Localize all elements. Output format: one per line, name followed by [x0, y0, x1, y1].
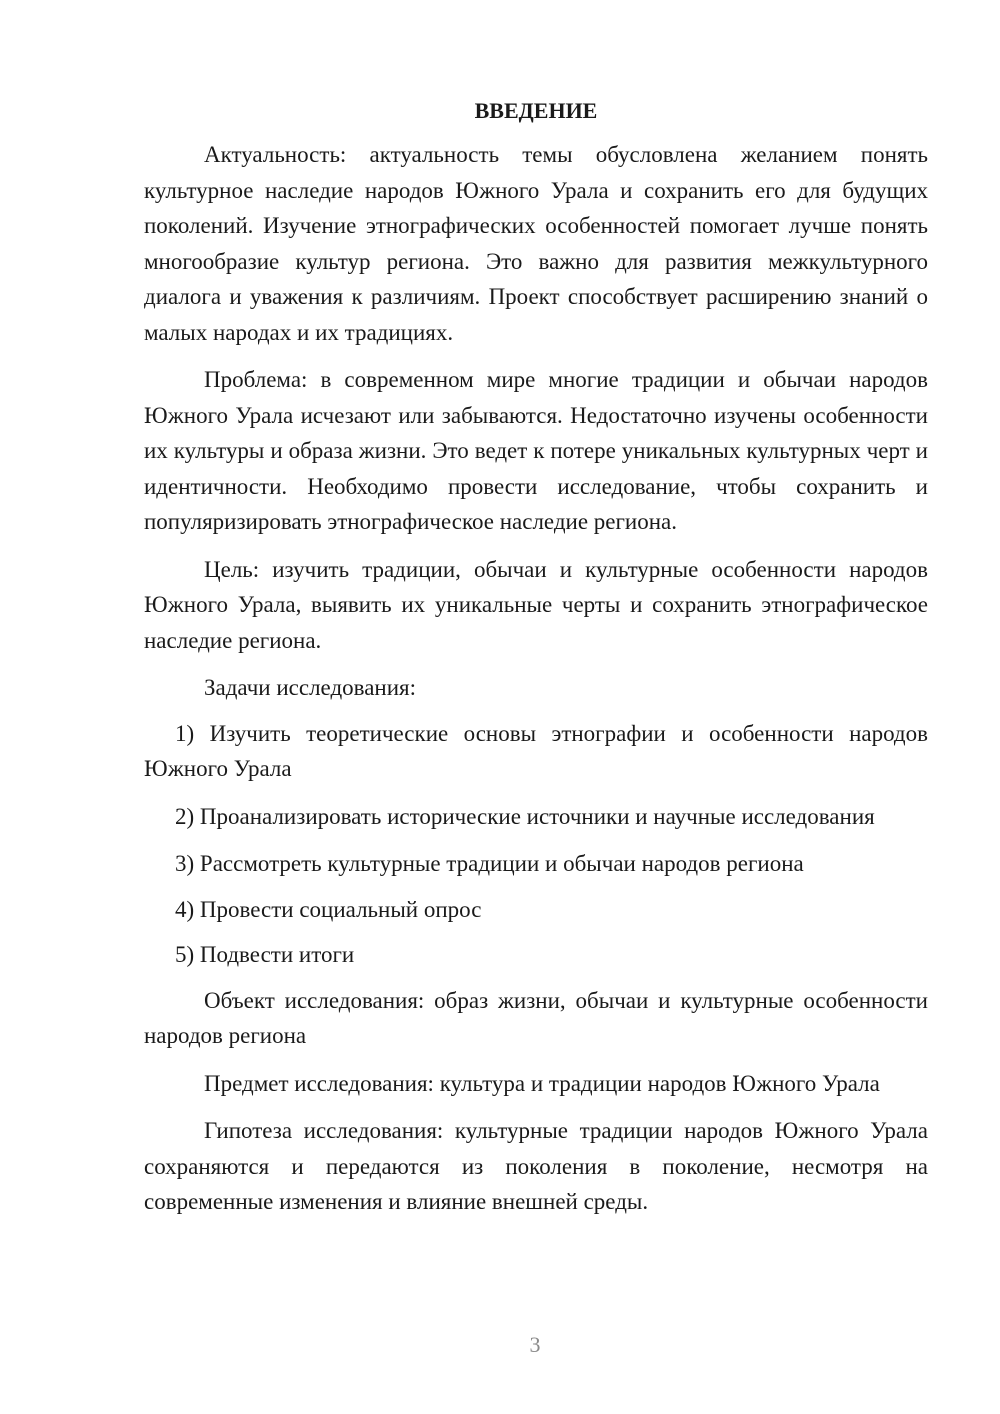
tasks-heading: Задачи исследования:	[204, 675, 417, 700]
page-title: ВВЕДЕНИЕ	[474, 98, 598, 123]
list-item-task-1: 1) Изучить теоретические основы этнографии и особенности народов Южного Урала	[144, 720, 928, 781]
list-item-task-3: 3) Рассмотреть культурные традиции и обычаи народов региона	[175, 851, 804, 876]
paragraph-hypothesis: Гипотеза исследования: культурные традиции народов Южного Урала сохраняются и передаются из поколения в поколение, несмотря на современные изменения и влияние внешней среды.	[144, 1118, 928, 1214]
list-item-task-4: 4) Провести социальный опрос	[175, 896, 482, 922]
paragraph-goal: Цель: изучить традиции, обычаи и культурные особенности народов Южного Урала, выявить их уникальные черты и сохранить этнографическое наследие региона.	[144, 556, 928, 653]
paragraph-object: Объект исследования: образ жизни, обычаи и культурные особенности народов региона	[144, 987, 928, 1048]
list-item-task-5: 5) Подвести итоги	[175, 942, 355, 967]
paragraph-problem: Проблема: в современном мире многие традиции и обычаи народов Южного Урала исчезают или забываются. Недостаточно изучены особенности их культуры и образа жизни. Это ведет к потере уникальных культурных черт и идентичности. Необходимо провести исследование, чтобы сохранить и популяризировать этнографическое наследие региона.	[144, 367, 928, 534]
paragraph-subject: Предмет исследования: культура и традиции народов Южного Урала	[204, 1070, 880, 1096]
list-item-task-2: 2) Проанализировать исторические источники и научные исследования	[175, 803, 875, 829]
page-content	[144, 94, 928, 1220]
page-number: 3	[529, 1332, 541, 1357]
paragraph-relevance: Актуальность: актуальность темы обусловлена желанием понять культурное наследие народов Южного Урала и сохранить его для будущих поколений. Изучение этнографических особенностей помогает лучше понять многообразие культур региона. Это важно для развития межкультурного диалога и уважения к различиям. Проект способствует расширению знаний о малых народах и их традициях.	[144, 142, 928, 345]
